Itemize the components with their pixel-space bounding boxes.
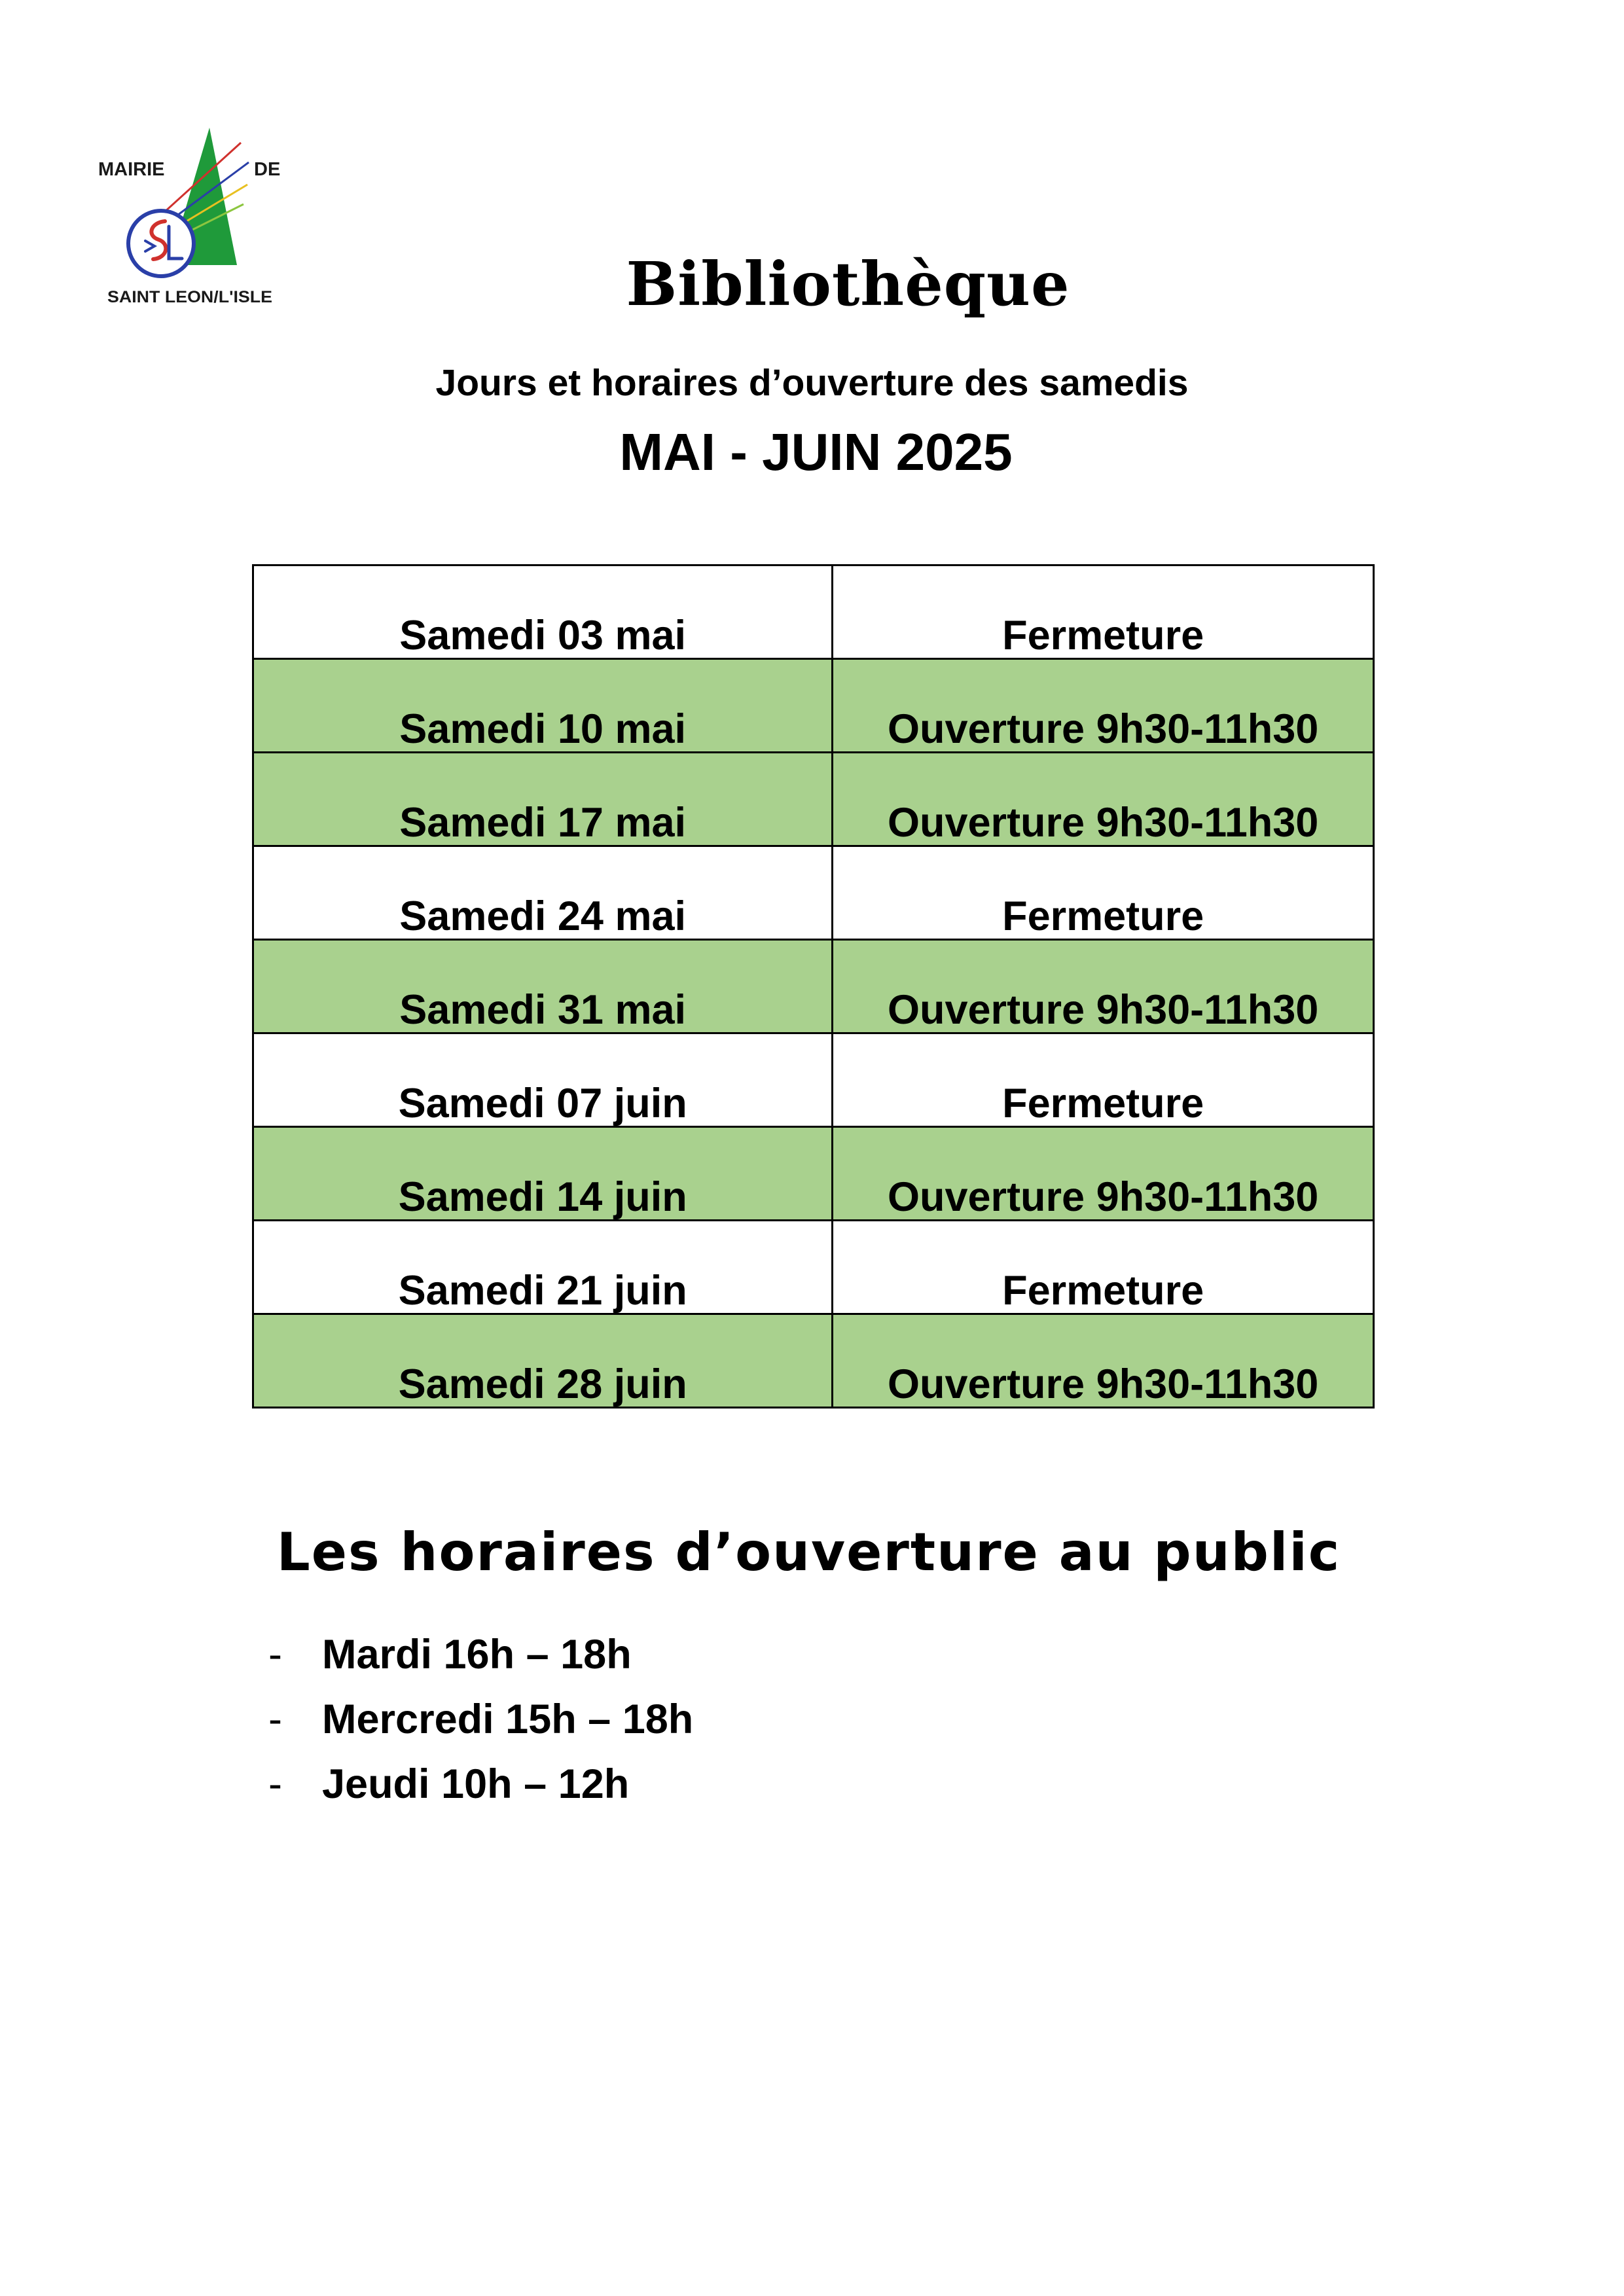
- schedule-row: [253, 659, 1374, 753]
- logo-word-de: DE: [254, 159, 281, 180]
- schedule-status-closed: Fermeture: [833, 846, 1374, 940]
- public-hours-text: Jeudi 10h – 12h: [322, 1761, 630, 1807]
- public-hours-text: Mardi 16h – 18h: [322, 1631, 632, 1677]
- schedule-row: [253, 1314, 1374, 1408]
- schedule-date-cell: Samedi 17 mai: [253, 753, 833, 846]
- schedule-date-cell: Samedi 03 mai: [253, 565, 833, 659]
- schedule-status-open: Ouverture 9h30-11h30: [833, 1314, 1374, 1408]
- logo-word-mairie: MAIRIE: [98, 159, 165, 180]
- list-bullet: -: [268, 1696, 282, 1742]
- schedule-status-closed: Fermeture: [833, 1033, 1374, 1127]
- logo-word-town: SAINT LEON/L'ISLE: [107, 288, 272, 306]
- public-hours-item: [268, 1687, 693, 1751]
- list-bullet: -: [268, 1631, 282, 1677]
- schedule-date-cell: Samedi 10 mai: [253, 659, 833, 753]
- schedule-date-cell: Samedi 21 juin: [253, 1221, 833, 1314]
- schedule-date-cell: Samedi 31 mai: [253, 940, 833, 1033]
- schedule-status-open: Ouverture 9h30-11h30: [833, 753, 1374, 846]
- schedule-date-cell: Samedi 14 juin: [253, 1127, 833, 1221]
- public-hours-item: [268, 1622, 693, 1687]
- schedule-row: [253, 1127, 1374, 1221]
- schedule-status-open: Ouverture 9h30-11h30: [833, 940, 1374, 1033]
- schedule-row: [253, 846, 1374, 940]
- schedule-row: [253, 753, 1374, 846]
- public-hours-item: [268, 1751, 693, 1816]
- schedule-status-open: Ouverture 9h30-11h30: [833, 1127, 1374, 1221]
- saturday-schedule-table: [252, 564, 1375, 1408]
- schedule-status-closed: Fermeture: [833, 1221, 1374, 1314]
- period-heading: MAI - JUIN 2025: [619, 423, 1013, 481]
- list-bullet: -: [268, 1761, 282, 1807]
- public-hours-list: [268, 1622, 693, 1816]
- schedule-row: [253, 565, 1374, 659]
- schedule-row: [253, 940, 1374, 1033]
- schedule-status-open: Ouverture 9h30-11h30: [833, 659, 1374, 753]
- schedule-date-cell: Samedi 28 juin: [253, 1314, 833, 1408]
- schedule-date-cell: Samedi 07 juin: [253, 1033, 833, 1127]
- page-subtitle: Jours et horaires d’ouverture des samedis: [435, 362, 1189, 404]
- schedule-body: [253, 565, 1374, 1408]
- schedule-row: [253, 1221, 1374, 1314]
- public-hours-text: Mercredi 15h – 18h: [322, 1696, 694, 1742]
- page-title: Bibliothèque: [626, 249, 1070, 319]
- schedule-status-closed: Fermeture: [833, 565, 1374, 659]
- schedule-row: [253, 1033, 1374, 1127]
- public-hours-title: Les horaires d’ouverture au public: [276, 1522, 1341, 1583]
- schedule-date-cell: Samedi 24 mai: [253, 846, 833, 940]
